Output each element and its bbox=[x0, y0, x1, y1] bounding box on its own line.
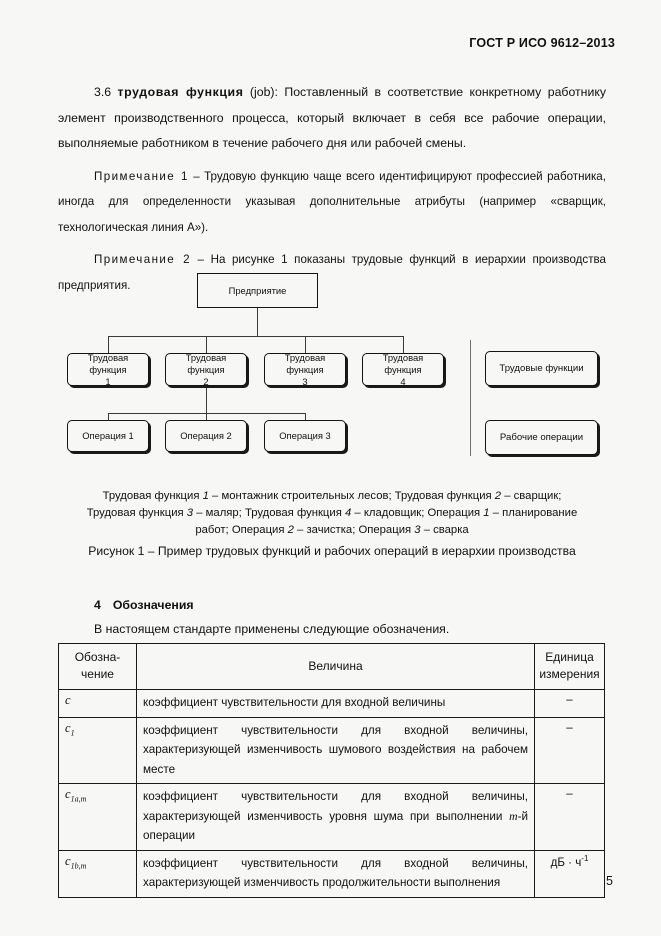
row-3-quantity-italic: m bbox=[509, 809, 518, 823]
legend-job-functions-label: Трудовые функции bbox=[499, 362, 584, 374]
row-4-unit bbox=[535, 850, 605, 897]
row-3-quantity-b: -й операции bbox=[143, 809, 528, 842]
header-unit-line-2: измерения bbox=[539, 667, 600, 681]
connector-root-stem bbox=[257, 308, 258, 336]
node-enterprise bbox=[197, 273, 318, 308]
node-job-1 bbox=[67, 353, 149, 386]
caption-l3-a: работ; Операция bbox=[195, 524, 288, 536]
row-3-symbol-base: c bbox=[65, 787, 71, 801]
row-2-symbol bbox=[59, 717, 137, 784]
node-job-4-number: 4 bbox=[400, 375, 406, 387]
row-4-symbol bbox=[59, 850, 137, 897]
row-3-quantity bbox=[137, 784, 535, 851]
caption-l3-c: – сварка bbox=[420, 524, 469, 536]
clause-term: трудовая функция bbox=[117, 85, 244, 99]
connector-job-drop-2 bbox=[206, 336, 207, 353]
figure-1-caption-line-2 bbox=[58, 505, 606, 522]
caption-l2-b: – маляр; Трудовая функция bbox=[193, 507, 345, 519]
connector-job-drop-4 bbox=[403, 336, 404, 353]
section-4-heading bbox=[94, 598, 194, 612]
caption-l2-i1: 3 bbox=[186, 507, 194, 519]
figure-1-title: Рисунок 1 – Пример трудовых функций и рабочих операций в иерархии производства bbox=[88, 544, 576, 558]
row-3-unit bbox=[535, 784, 605, 851]
note-1-label: Примечание 1 bbox=[94, 169, 189, 183]
node-job-3-title: Трудовая функция bbox=[284, 351, 326, 375]
header-symbol bbox=[59, 644, 137, 690]
connector-job-drop-3 bbox=[305, 336, 306, 353]
header-quantity: Величина bbox=[137, 644, 535, 690]
header-unit-line-1: Единица bbox=[545, 650, 594, 664]
row-3-symbol-sub: 1a,m bbox=[70, 794, 87, 804]
node-operation-2-label: Операция 2 bbox=[180, 430, 232, 441]
clause-number: 3.6 bbox=[94, 85, 112, 99]
table-row bbox=[59, 784, 605, 851]
caption-l2-i2: 4 bbox=[344, 507, 352, 519]
caption-l3-b: – зачистка; Операция bbox=[293, 524, 415, 536]
figure-1-hierarchy-diagram bbox=[58, 268, 606, 478]
page-header-standard: ГОСТ Р ИСО 9612–2013 bbox=[469, 36, 615, 50]
caption-l1-a: Трудовая функция bbox=[102, 490, 203, 502]
spacer bbox=[58, 157, 606, 164]
note-2-dash: – bbox=[197, 253, 204, 266]
connector-job2-stem bbox=[206, 386, 207, 413]
row-2-unit bbox=[535, 717, 605, 784]
page-number: 5 bbox=[606, 874, 613, 888]
caption-l1-c: – сварщик; bbox=[501, 490, 562, 502]
note-1-text: Трудовую функцию чаще всего идентифицируют профессией работника, иногда для определенности указывая дополнительные атрибуты (например «сварщик, технологическая линия А»). bbox=[58, 169, 606, 234]
node-job-1-title: Трудовая функция bbox=[87, 351, 129, 375]
node-operation-3-label: Операция 3 bbox=[279, 430, 331, 441]
row-2-unit-text: – bbox=[566, 720, 573, 734]
row-2-quantity: коэффициент чувствительности для входной величины, характеризующей изменчивость шумового воздействия на рабочем месте bbox=[137, 717, 535, 784]
row-3-quantity-a: коэффициент чувствительности для входной величины, характеризующей изменчивость уровня шума при выполнении bbox=[143, 790, 528, 823]
figure-1-caption-line-1 bbox=[58, 488, 606, 505]
spacer bbox=[58, 240, 606, 247]
node-operation-2 bbox=[165, 420, 247, 452]
node-job-4-title: Трудовая функция bbox=[382, 351, 424, 375]
row-4-symbol-sub: 1b,m bbox=[70, 861, 87, 870]
note-2-label: Примечание 2 bbox=[94, 253, 191, 266]
row-3-symbol bbox=[59, 784, 137, 851]
caption-l1-b: – монтажник строительных лесов; Трудовая функция bbox=[208, 490, 495, 502]
header-symbol-line-2: чение bbox=[81, 667, 114, 681]
row-1-unit bbox=[535, 690, 605, 718]
row-2-symbol-base: c bbox=[65, 720, 71, 735]
node-operation-1 bbox=[67, 420, 149, 452]
node-job-3 bbox=[264, 353, 346, 386]
row-4-quantity: коэффициент чувствительности для входной величины, характеризующей изменчивость продолжительности выполнения bbox=[137, 850, 535, 897]
section-4-number: 4 bbox=[94, 598, 101, 612]
caption-l1-i1: 1 bbox=[202, 490, 209, 502]
legend-job-functions bbox=[485, 351, 598, 386]
header-symbol-line-1: Обозна- bbox=[74, 650, 121, 664]
table-header-row bbox=[59, 644, 605, 690]
caption-l2-a: Трудовая функция bbox=[86, 507, 187, 519]
node-enterprise-label: Предприятие bbox=[228, 284, 287, 296]
note-1 bbox=[58, 164, 606, 241]
row-1-unit-text: – bbox=[566, 693, 573, 706]
figure-1-caption-line-3 bbox=[58, 522, 606, 539]
clause-term-english: (job): bbox=[249, 85, 278, 99]
node-operation-1-label: Операция 1 bbox=[82, 430, 134, 441]
node-operation-3 bbox=[264, 420, 346, 452]
note-1-dash: – bbox=[193, 169, 200, 183]
clause-3-6-paragraph bbox=[58, 80, 606, 157]
figure-1-caption bbox=[58, 488, 606, 539]
clause-definition: Поставленный в соответствие конкретному работнику элемент производственного процесса, который включает в себя все рабочие операции, выполняемые работником в течение рабочего дня или рабочей смены. bbox=[58, 85, 606, 150]
section-4-intro: В настоящем стандарте применены следующие обозначения. bbox=[94, 622, 450, 636]
node-job-3-number: 3 bbox=[302, 375, 308, 387]
row-1-quantity: коэффициент чувствительности для входной величины bbox=[137, 690, 535, 718]
notation-table bbox=[58, 643, 605, 898]
note-2-text: На рисунке 1 показаны трудовые функций в иерархии производства предприятия. bbox=[58, 253, 606, 292]
node-job-4 bbox=[362, 353, 444, 386]
figure-legend-divider bbox=[470, 340, 471, 456]
caption-l2-c: – кладовщик; Операция bbox=[351, 507, 484, 519]
row-4-symbol-base: c bbox=[65, 853, 71, 868]
node-job-1-number: 1 bbox=[105, 375, 111, 387]
node-job-2 bbox=[165, 353, 247, 386]
body-text-column bbox=[58, 80, 606, 298]
row-3-unit-text: – bbox=[566, 787, 573, 800]
node-job-2-title: Трудовая функция bbox=[185, 351, 227, 375]
caption-l3-i1: 2 bbox=[287, 524, 294, 536]
header-unit bbox=[535, 644, 605, 690]
table-row bbox=[59, 717, 605, 784]
legend-work-operations-label: Рабочие операции bbox=[499, 431, 584, 443]
row-4-unit-exponent: -1 bbox=[581, 853, 589, 863]
row-1-symbol bbox=[59, 690, 137, 718]
row-1-symbol-base: c bbox=[65, 693, 71, 707]
legend-work-operations bbox=[485, 420, 598, 455]
caption-l1-i2: 2 bbox=[494, 490, 502, 502]
caption-l2-d: – планирование bbox=[489, 507, 578, 519]
node-job-2-number: 2 bbox=[203, 375, 209, 387]
row-4-unit-text: дБ · ч bbox=[550, 855, 582, 869]
connector-jobs-bus bbox=[108, 336, 404, 337]
caption-l2-i3: 1 bbox=[483, 507, 490, 519]
connector-job-drop-1 bbox=[108, 336, 109, 353]
table-row bbox=[59, 690, 605, 718]
table-row bbox=[59, 850, 605, 897]
row-2-symbol-sub: 1 bbox=[70, 728, 75, 737]
caption-l3-i2: 3 bbox=[414, 524, 421, 536]
section-4-title: Обозначения bbox=[112, 598, 194, 612]
